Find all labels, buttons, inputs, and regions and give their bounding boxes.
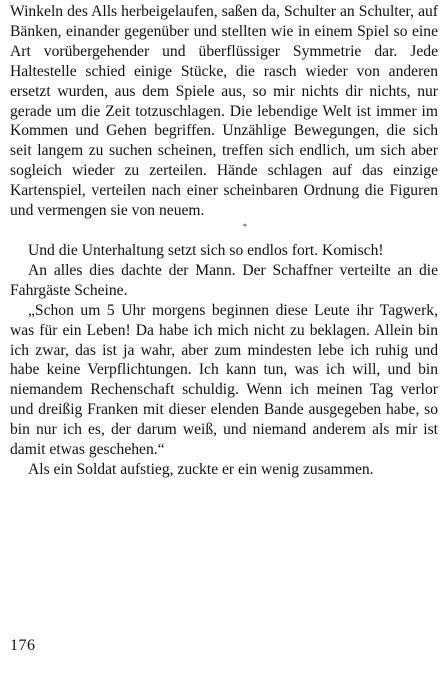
separator-asterisk: * (243, 221, 247, 231)
paragraph-4: „Schon um 5 Uhr morgens beginnen diese Leute ihr Tagwerk, was für ein Leben! Da habe ich mich nicht zu beklagen. Allein bin ich zwar, das ist ja wahr, aber zum mindesten lebe ich ruhig und habe keine Verpflichtungen. Ich kann tun, was ich will, und bin niemandem Rechenschaft schuldig. Wenn ich meinen Tag verlor und dreißig Franken mit dieser elenden Bande ausgegeben habe, so bin nur ich es, der darum weiß, und niemand anderem als mir ist damit etwas geschehen.“ (10, 301, 438, 459)
body-text (10, 2, 438, 480)
paragraph-5: Als ein Soldat aufstieg, zuckte er ein wenig zusammen. (28, 460, 374, 478)
paragraph-3: An alles dies dachte der Mann. Der Schaffner verteilte an die Fahrgäste Scheine. (10, 261, 438, 299)
paragraph-1: Winkeln des Alls herbeigelaufen, saßen da, Schulter an Schulter, auf Bänken, einander gegenüber und stellten wie in einem Spiel so eine Art vorübergehender und überflüssiger Symmetrie dar. Jede Haltestelle schied einige Stücke, die rasch wieder von anderen ersetzt wurden, aus dem Spiele aus, so mir nichts dir nichts, nur gerade um die Zeit totzuschlagen. Die lebendige Welt ist immer im Kommen und Gehen begriffen. Unzählige Bewegungen, die sich seit langem zu suchen scheinen, treffen sich endlich, um sich aber sogleich wieder zu zerteilen. Hände schlagen auf das einzige Kartenspiel, verteilen nach einer scheinbaren Ordnung die Figuren und vermengen sie von neuem. (10, 3, 438, 220)
paragraph-2: Und die Unterhaltung setzt sich so endlos fort. Komisch! (28, 241, 384, 259)
page-number: 176 (10, 637, 36, 654)
section-separator (10, 221, 438, 241)
